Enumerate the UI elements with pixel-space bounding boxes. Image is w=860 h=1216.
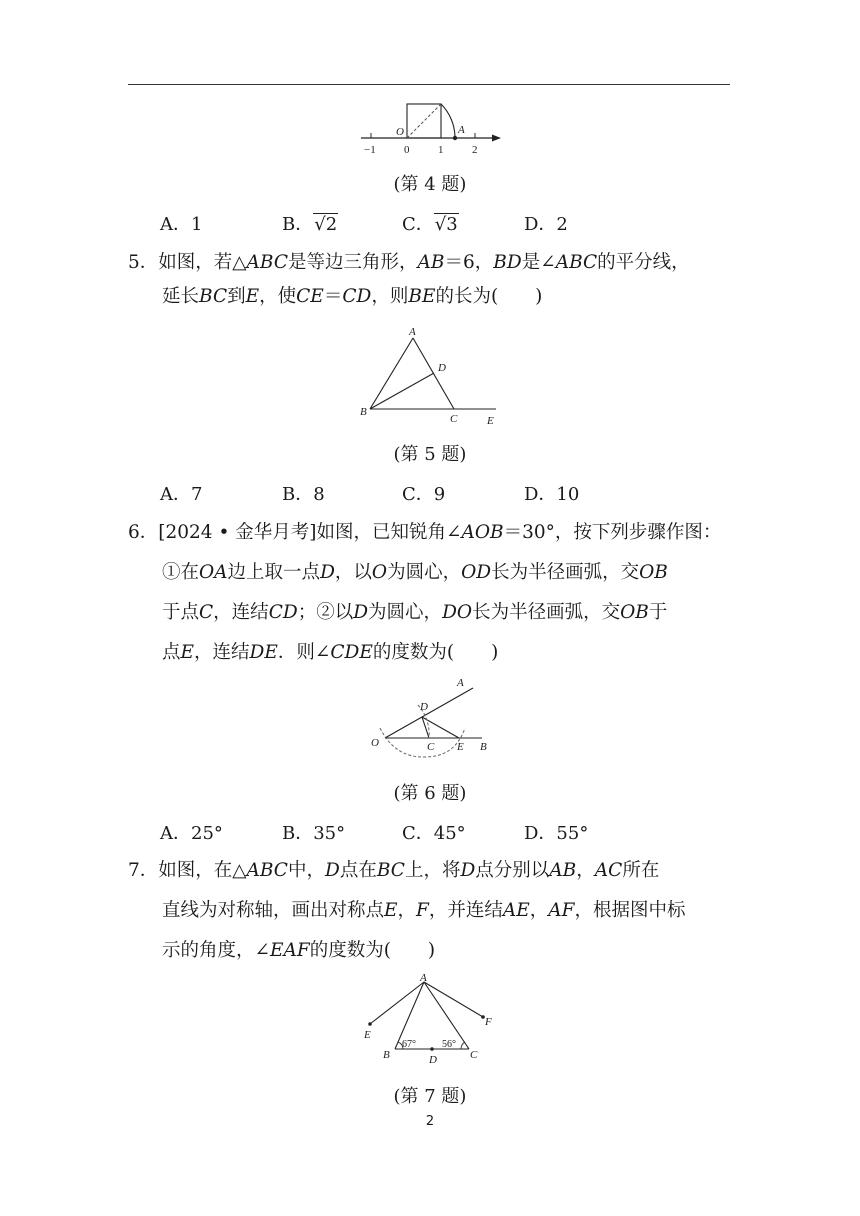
option-c: C．9 — [402, 484, 446, 505]
option-d: D．2 — [524, 214, 568, 235]
figure-4 — [355, 96, 515, 158]
label-F: F — [485, 1016, 492, 1028]
question-6-line-1: 6．[2024 • 金华月考]如图，已知锐角∠AOB＝30°，按下列步骤作图： — [128, 522, 722, 543]
option-a: A．7 — [160, 484, 203, 505]
label-D: D — [438, 362, 446, 374]
arc-center-D — [380, 728, 465, 757]
label-E: E — [364, 1029, 371, 1041]
question-6-line-4: 点E，连结DE．则∠CDE的度数为( ) — [162, 642, 499, 663]
option-b: B．8 — [282, 484, 325, 505]
question-5 — [128, 246, 740, 314]
option-b: B．√2 — [282, 214, 338, 235]
label-B: B — [360, 406, 367, 418]
tick-label-0: 0 — [404, 144, 410, 156]
question-6-line-2: ①在OA边上取一点D，以O为圆心，OD长为半径画弧，交OB — [162, 562, 668, 583]
tick-label-2: 2 — [472, 144, 478, 156]
question-7-line-3: 示的角度，∠EAF的度数为( ) — [162, 940, 436, 961]
figure-6 — [365, 675, 500, 765]
question-5-line-2: 延长BC到E，使CE＝CD，则BE的长为( ) — [162, 286, 543, 307]
tick-label-neg1: −1 — [364, 144, 376, 156]
question-6-line-3: 于点C，连结CD；②以D为圆心，DO长为半径画弧，交OB于 — [162, 602, 668, 623]
option-c: C．√3 — [402, 214, 458, 235]
figure-6-caption: (第 6 题) — [393, 783, 467, 804]
question-5-line-1: 5．如图，若△ABC是等边三角形，AB＝6，BD是∠ABC的平分线， — [128, 252, 690, 273]
number-line-arrow — [492, 135, 501, 142]
label-C: C — [427, 741, 435, 753]
label-E: E — [487, 415, 494, 427]
question-7-line-1: 7．如图，在△ABC中，D点在BC上，将D点分别以AB，AC所在 — [128, 860, 660, 881]
option-d: D．55° — [524, 823, 589, 844]
label-D: D — [429, 1054, 437, 1066]
square-diagonal — [407, 104, 441, 138]
angle-label-B: 67° — [402, 1039, 416, 1050]
label-C: C — [470, 1049, 478, 1061]
angle-label-C: 56° — [442, 1039, 456, 1050]
arc — [441, 104, 455, 138]
tick-label-1: 1 — [438, 144, 444, 156]
page-number: 2 — [425, 1114, 435, 1129]
option-c: C．45° — [402, 823, 466, 844]
label-O: O — [371, 737, 379, 749]
label-C: C — [450, 413, 458, 425]
option-b: B．35° — [282, 823, 346, 844]
option-a: A．25° — [160, 823, 223, 844]
figure-7-caption: (第 7 题) — [393, 1086, 467, 1107]
question-7-line-2: 直线为对称轴，画出对称点E，F，并连结AE，AF，根据图中标 — [162, 900, 686, 921]
figure-4-caption: (第 4 题) — [393, 174, 467, 195]
figure-5-caption: (第 5 题) — [393, 444, 467, 465]
header-rule — [128, 84, 730, 85]
label-O: O — [396, 126, 404, 138]
label-B: B — [383, 1049, 390, 1061]
point-a — [453, 136, 457, 140]
option-d: D．10 — [524, 484, 580, 505]
label-E: E — [457, 741, 464, 753]
label-D: D — [420, 701, 428, 713]
label-B: B — [480, 741, 487, 753]
label-A: A — [458, 124, 465, 136]
label-A: A — [420, 972, 427, 984]
label-A: A — [409, 326, 416, 338]
option-a: A．1 — [160, 214, 203, 235]
question-6 — [128, 516, 740, 670]
figure-7 — [360, 974, 500, 1070]
question-7 — [128, 854, 740, 968]
figure-5 — [358, 324, 508, 430]
label-A: A — [457, 677, 464, 689]
